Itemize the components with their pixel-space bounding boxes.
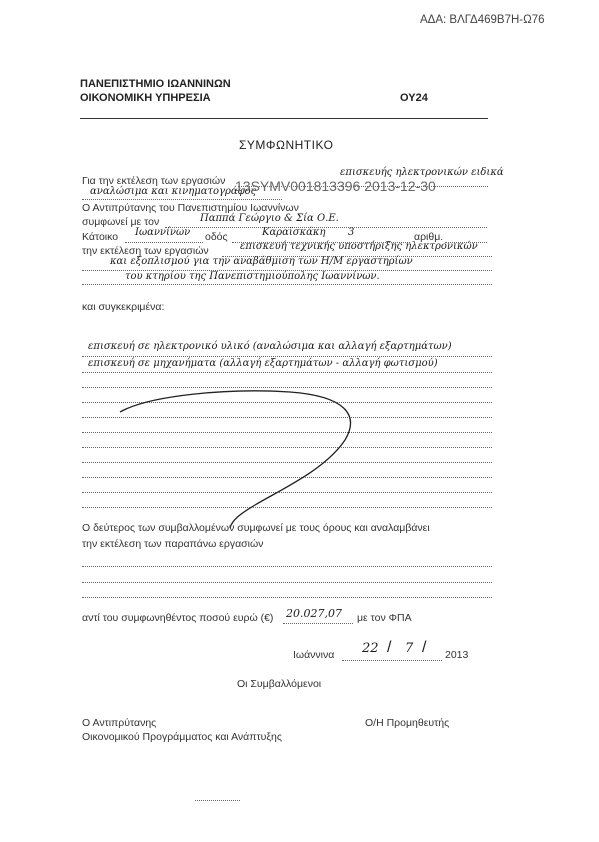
spec-item-1: επισκευή σε ηλεκτρονικό υλικό (αναλώσιμα και αλλαγή εξαρτημάτων) [88, 341, 452, 352]
works-label: Για την εκτέλεση των εργασιών [82, 175, 226, 187]
signatories-heading: Οι Συμβαλλόμενοι [237, 678, 322, 690]
contractor-name: Παππά Γεώργιο & Σία Ο.Ε. [200, 213, 339, 224]
amount-value: 20.027,07 [286, 607, 342, 620]
left-signatory: Ο Αντιπρύτανης [82, 717, 157, 729]
spec-item-2: επισκευή σε μηχανήματα (αλλαγή εξαρτημάτων - αλλαγή φωτισμού) [88, 358, 438, 369]
right-signatory: Ο/Η Προμηθευτής [365, 717, 450, 729]
street-value: Καραϊσκάκη [262, 227, 326, 238]
specifically-label: και συγκεκριμένα: [82, 301, 165, 313]
registration-stamp: 13SYMV001813396 2013-12-30 [235, 178, 436, 194]
amount-label: αντί του συμφωνηθέντος ποσού ευρώ (€) [82, 612, 274, 624]
number-label: αριθμ. [414, 231, 444, 243]
amount-suffix: με τον ΦΠΑ [357, 612, 412, 624]
street-label: οδός [205, 231, 228, 243]
resident-label: Κάτοικο [82, 231, 119, 243]
second-party-text-cont: την εκτέλεση των παραπάνω εργασιών [82, 538, 264, 550]
dotted-line [82, 582, 492, 583]
agrees-with-label: συμφωνεί με τον [82, 216, 160, 228]
execution-value: επισκευή τεχνικής υποστήριξης ηλεκτρονικών [240, 241, 478, 252]
street-number: 3 [348, 227, 355, 238]
execution-value-end: του κτηρίου της Πανεπιστημιούπολης Ιωαννίνων. [125, 271, 380, 282]
date-month: 7 [405, 641, 414, 656]
date-year: 2013 [445, 649, 469, 661]
dotted-line [342, 660, 442, 661]
ada-code: ΑΔΑ: ΒΛΓΔ469Β7Η-Ω76 [420, 14, 545, 26]
place: Ιωάννινα [293, 649, 335, 661]
execution-label: την εκτέλεση των εργασιών [82, 245, 209, 257]
service-name: ΟΙΚΟΝΟΜΙΚΗ ΥΠΗΡΕΣΙΑ [80, 92, 211, 104]
dotted-line [283, 623, 353, 624]
dotted-line [195, 800, 240, 801]
resident-value: Ιωαννίνων [135, 227, 191, 238]
date-day: 22 [362, 641, 379, 656]
left-signatory-title: Οικονομικού Προγράμματος και Ανάπτυξης [82, 731, 282, 743]
dotted-line [82, 566, 492, 567]
date-slash: / [387, 639, 392, 656]
vice-rector-label: Ο Αντιπρύτανης του Πανεπιστημίου Ιωαννίνων [82, 202, 299, 214]
date-slash: / [422, 639, 427, 656]
document-title: ΣΥΜΦΩΝΗΤΙΚΟ [239, 138, 334, 152]
form-code: ΟΥ24 [400, 92, 428, 104]
university-name: ΠΑΝΕΠΙΣΤΗΜΙΟ ΙΩΑΝΝΙΝΩΝ [80, 78, 231, 90]
dotted-line [82, 597, 492, 598]
second-party-text: Ο δεύτερος των συμβαλλομένων συμφωνεί με τους όρους και αναλαμβάνει [82, 522, 430, 534]
execution-value-cont: και εξοπλισμού για την αναβάθμιση των Η/Μ εργαστηρίων [110, 256, 413, 267]
works-value-cont: αναλώσιμα και κινηματογράφος [90, 186, 257, 197]
works-value: επισκευής ηλεκτρονικών ειδικά [340, 167, 504, 178]
